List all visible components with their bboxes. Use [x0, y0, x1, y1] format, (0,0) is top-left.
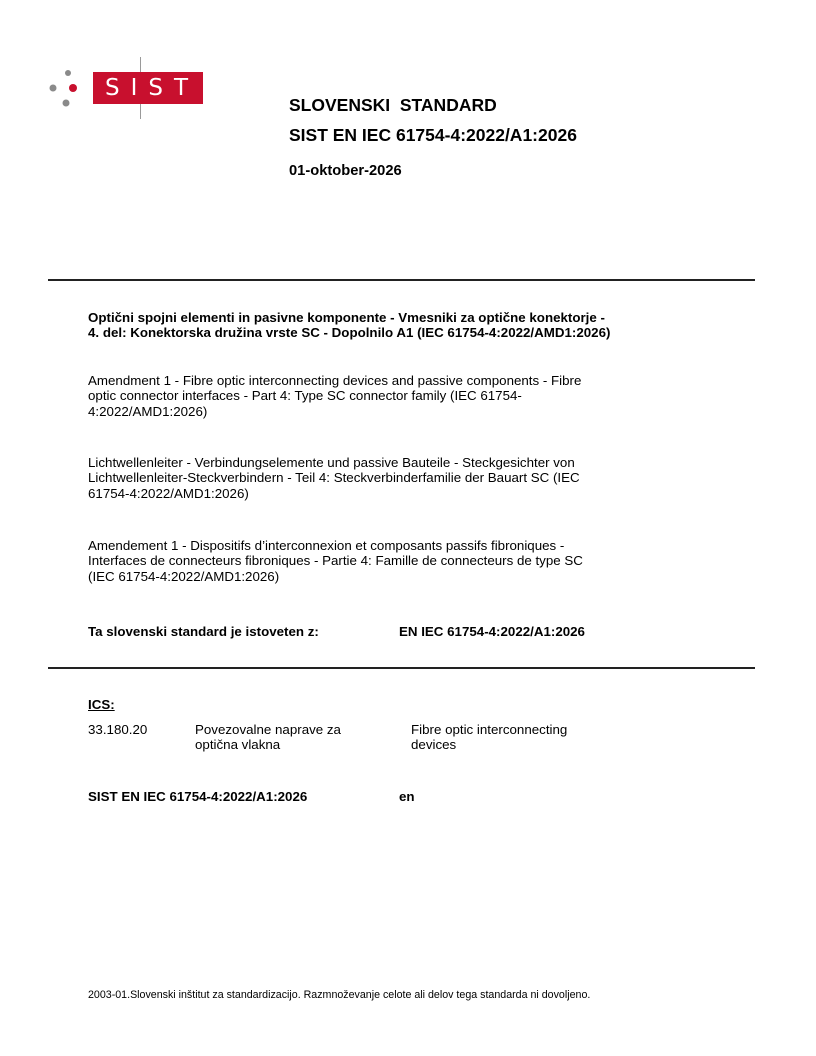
- title-french: Amendement 1 - Dispositifs d’interconnexion et composants passifs fibroniques - Interfaces de connecteurs fibroniques - Partie 4: Famille de connecteurs de type SC (IEC 61754-4:2022/AMD1:2026): [88, 538, 583, 584]
- divider-bottom: [48, 667, 755, 669]
- identical-label: Ta slovenski standard je istoveten z:: [88, 624, 319, 639]
- logo-wordmark: SIST: [93, 72, 203, 104]
- copyright-footer: 2003-01.Slovenski inštitut za standardizacijo. Razmnoževanje celote ali delov tega standarda ni dovoljeno.: [88, 989, 591, 1001]
- logo-dots-icon: [44, 64, 84, 112]
- standard-designation: SIST EN IEC 61754-4:2022/A1:2026: [289, 125, 577, 145]
- ics-description-slovenian: Povezovalne naprave za optična vlakna: [195, 722, 341, 753]
- publication-date: 01-oktober-2026: [289, 163, 402, 179]
- identical-value: EN IEC 61754-4:2022/A1:2026: [399, 624, 585, 639]
- ics-heading: ICS:: [88, 697, 115, 712]
- title-slovenian: Optični spojni elementi in pasivne komponente - Vmesniki za optične konektorje - 4. del: Konektorska družina vrste SC - Dopolnilo A1 (IEC 61754-4:2022/AMD1:2026): [88, 310, 611, 341]
- reference-designation: SIST EN IEC 61754-4:2022/A1:2026: [88, 789, 308, 804]
- divider-top: [48, 279, 755, 281]
- title-german: Lichtwellenleiter - Verbindungselemente und passive Bauteile - Steckgesichter von Lichtwellenleiter-Steckverbindern - Teil 4: Steckverbinderfamilie der Bauart SC (IEC 61754-4:2022/AMD1:2026): [88, 455, 580, 501]
- reference-language: en: [399, 789, 415, 804]
- ics-description-english: Fibre optic interconnecting devices: [411, 722, 568, 753]
- standard-kind: SLOVENSKI STANDARD: [289, 95, 497, 115]
- ics-code: 33.180.20: [88, 722, 148, 737]
- title-english: Amendment 1 - Fibre optic interconnecting devices and passive components - Fibre optic connector interfaces - Part 4: Type SC connector family (IEC 61754- 4:2022/AMD1:2026): [88, 373, 582, 419]
